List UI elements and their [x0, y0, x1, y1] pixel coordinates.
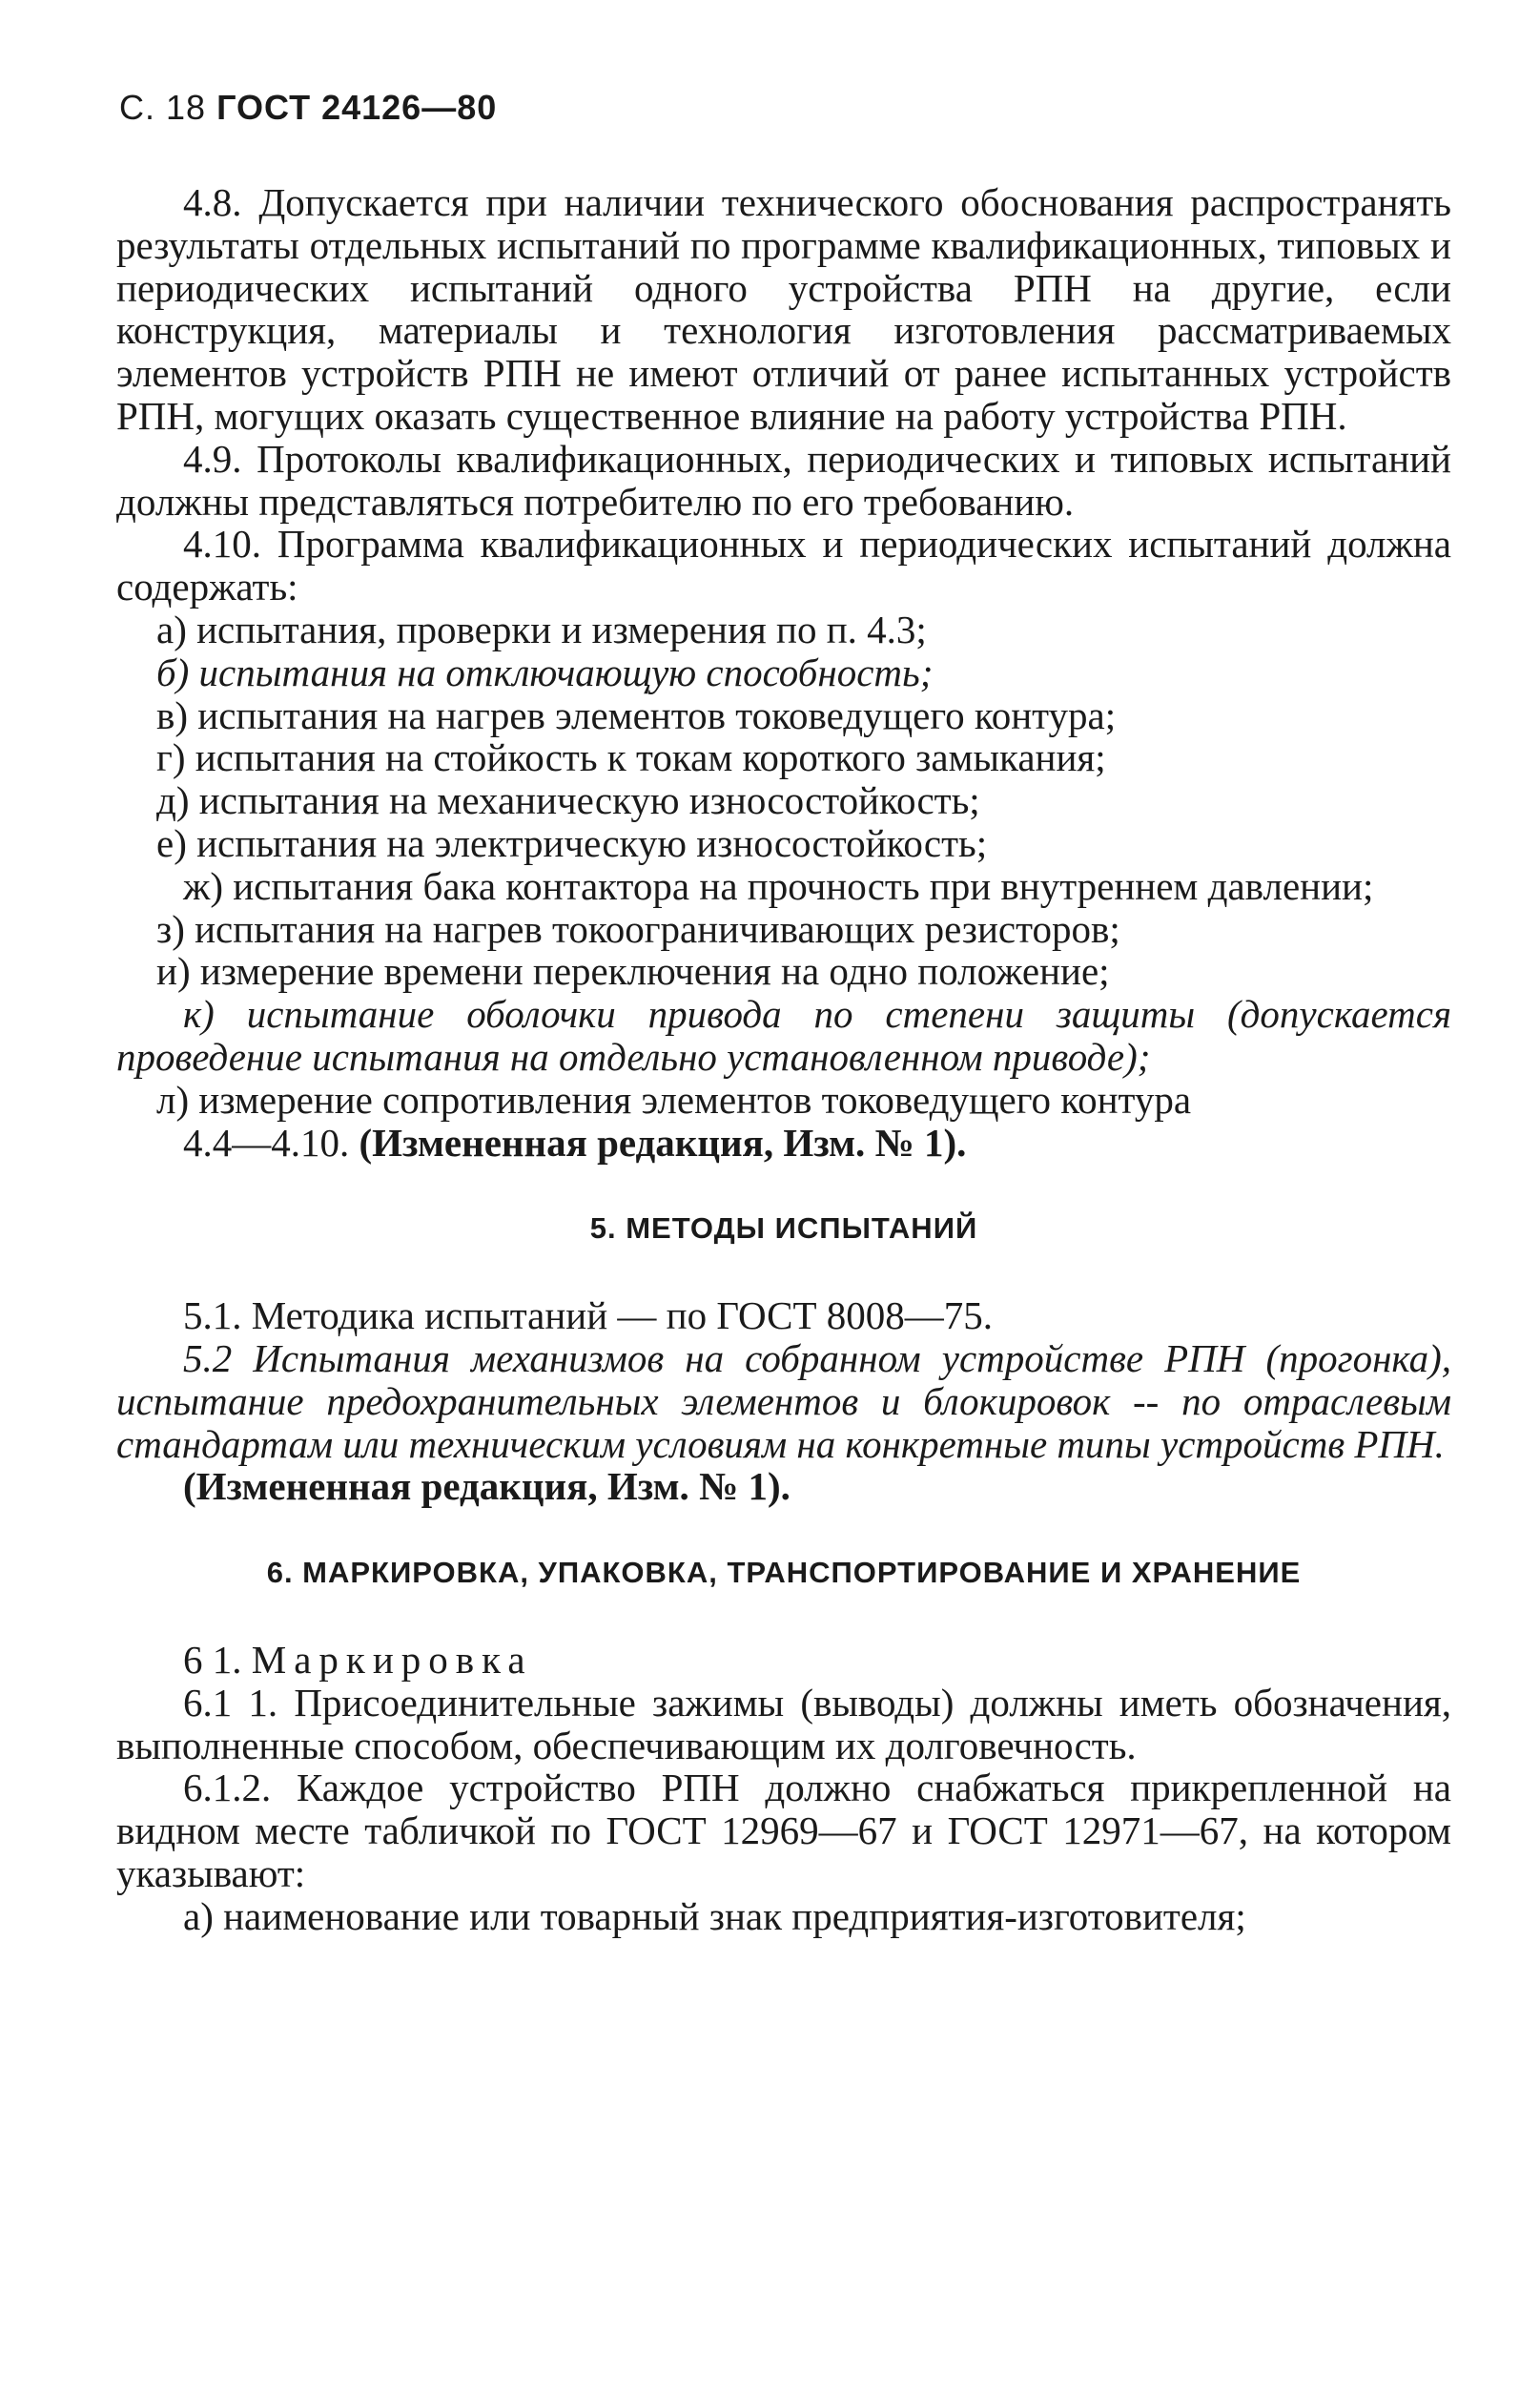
list-item-text: наименование или товарный знак предприятия-изготовителя;: [223, 1893, 1246, 1938]
paragraph-5-2: 5.2 Испытания механизмов на собранном устройстве РПН (прогонка), испытание предохранительных элементов и блокировок -- по отраслевым стандартам или техническим условиям на конкретные типы устройств РПН.: [116, 1335, 1451, 1466]
amendment-note-5: (Измененная редакция, Изм. № 1).: [183, 1464, 791, 1509]
list-marker: г): [156, 735, 186, 780]
section-6-heading: 6. МАРКИРОВКА, УПАКОВКА, ТРАНСПОРТИРОВАНИЕ И ХРАНЕНИЕ: [266, 1556, 1302, 1590]
amendment-text: (Измененная редакция, Изм. № 1).: [359, 1120, 967, 1165]
section-5-heading: 5. МЕТОДЫ ИСПЫТАНИЙ: [589, 1211, 978, 1246]
paragraph-4-9: 4.9. Протоколы квалификационных, периодических и типовых испытаний должны представляться потребителю по его требованию.: [116, 436, 1451, 524]
list-item-text: измерение сопротивления элементов токоведущего контура: [198, 1077, 1192, 1122]
list-item-text: испытания, проверки и измерения по п. 4.3;: [196, 607, 927, 651]
subsection-title: Маркировка: [251, 1637, 533, 1682]
list-item-text: испытания на нагрев элементов токоведущего контура;: [197, 692, 1117, 737]
subsection-6-1-heading: [116, 1639, 1451, 1682]
paragraph-6-1-2: 6.1.2. Каждое устройство РПН должно снабжаться прикрепленной на видном месте табличкой по ГОСТ 12969—67 и ГОСТ 12971—67, на котором указывают:: [116, 1766, 1451, 1895]
paragraph-4-8: 4.8. Допускается при наличии технического обоснования распространять результаты отдельных испытаний по программе квалификационных, типовых и периодических испытаний одного устройства РПН на другие, если конструкция, материалы и технология изготовления рассматриваемых элементов устройств РПН не имеют отличий от ранее испытанных устройств РПН, могущих оказать существенное влияние на работу устройства РПН.: [116, 180, 1451, 438]
paragraph-4-10: 4.10. Программа квалификационных и периодических испытаний должна содержать:: [116, 522, 1451, 609]
page-label: С. 18: [119, 88, 207, 127]
list-item-text: испытания на электрическую износостойкость;: [196, 820, 988, 865]
amendment-range: 4.4—4.10.: [183, 1120, 350, 1165]
list-marker: ж): [183, 863, 223, 908]
paragraph-5-1: 5.1. Методика испытаний — по ГОСТ 8008—75.: [183, 1293, 994, 1338]
list-item: [116, 865, 1451, 908]
subsection-number: 6 1.: [183, 1637, 242, 1682]
list-item: [116, 908, 1451, 951]
paragraph-6-1-1: 6.1 1. Присоединительные зажимы (выводы) должны иметь обозначения, выполненные способом, обеспечивающим их долговечность.: [116, 1680, 1451, 1767]
list-marker: б): [156, 650, 190, 694]
list-item: [116, 1079, 1451, 1122]
list-item-text: испытания на нагрев токоограничивающих резисторов;: [195, 906, 1120, 951]
list-marker: е): [156, 820, 187, 865]
list-marker: д): [156, 778, 190, 823]
list-item-text: измерение времени переключения на одно положение;: [199, 949, 1110, 994]
list-item: [116, 779, 1451, 822]
document-code: ГОСТ 24126—80: [216, 88, 498, 127]
list-item: [116, 651, 1451, 694]
list-item: [116, 736, 1451, 779]
list-item: [116, 609, 1451, 651]
list-item-text: испытания бака контактора на прочность при внутреннем давлении;: [233, 863, 1374, 908]
list-marker: л): [156, 1077, 190, 1122]
list-item-text: испытания на механическую износостойкость;: [198, 778, 980, 823]
list-item-text: испытания на отключающую способность;: [198, 650, 934, 694]
list-4-10: [116, 609, 1451, 1122]
list-item: [116, 822, 1451, 865]
list-item: [116, 1895, 1451, 1938]
list-item: [116, 993, 1451, 1079]
list-marker: а): [156, 607, 187, 651]
list-item: [116, 694, 1451, 737]
list-marker: и): [156, 949, 191, 994]
list-item: [116, 950, 1451, 993]
list-marker: к): [183, 992, 215, 1037]
list-marker: а): [183, 1893, 214, 1938]
list-item-text: испытание оболочки привода по степени защиты (допускается проведение испытания на отдельно установленном приводе);: [116, 992, 1451, 1079]
document-body: [116, 181, 1451, 1937]
amendment-note-4: [116, 1122, 1451, 1165]
running-header: [119, 88, 497, 128]
list-marker: з): [156, 906, 185, 951]
list-marker: в): [156, 692, 189, 737]
list-item-text: испытания на стойкость к токам короткого замыкания;: [195, 735, 1106, 780]
